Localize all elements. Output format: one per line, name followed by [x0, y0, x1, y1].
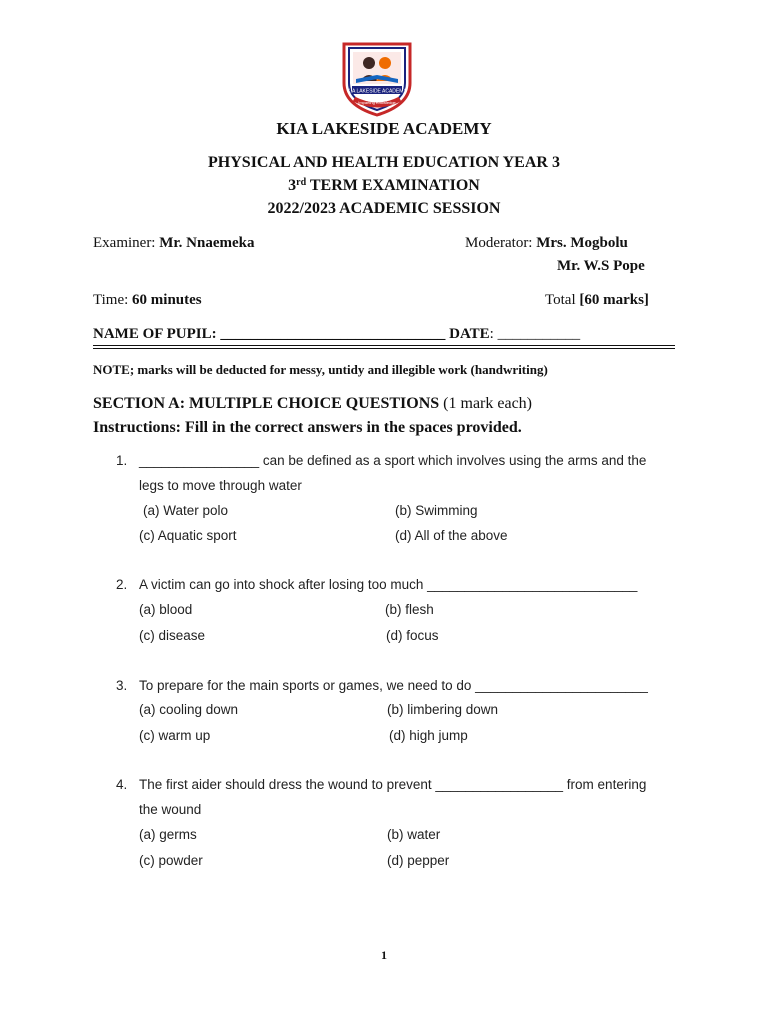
option-d: (d) All of the above — [395, 528, 508, 543]
question-text-cont: the wound — [139, 802, 202, 817]
option-b: (b) limbering down — [387, 702, 499, 717]
option-a: (a) blood — [139, 602, 193, 617]
question-number: 2. — [116, 577, 128, 592]
question-text: To prepare for the main sports or games, we need to do _______________________ — [139, 678, 648, 693]
option-d: (d) high jump — [389, 728, 468, 743]
academic-session: 2022/2023 ACADEMIC SESSION — [267, 200, 501, 217]
note-text: NOTE; marks will be deducted for messy, untidy and illegible work (handwriting) — [93, 362, 548, 377]
option-b: (b) water — [387, 827, 441, 842]
pupil-name-line: NAME OF PUPIL: ______________________________ DATE: ___________ — [93, 326, 581, 342]
divider-rule-double — [93, 348, 675, 349]
section-title: SECTION A: MULTIPLE CHOICE QUESTIONS (1 mark each) — [93, 395, 533, 412]
divider-rule — [93, 345, 675, 346]
instructions: Instructions: Fill in the correct answers in the spaces provided. — [93, 419, 522, 436]
option-b: (b) Swimming — [395, 503, 478, 518]
school-crest-logo — [340, 41, 414, 117]
option-a: (a) Water polo — [143, 503, 229, 518]
option-d: (d) pepper — [387, 853, 450, 868]
moderator-line: Moderator: Mrs. Mogbolu — [465, 235, 628, 251]
time-line: Time: 60 minutes — [93, 292, 202, 308]
option-c: (c) disease — [139, 628, 206, 643]
option-d: (d) focus — [386, 628, 439, 643]
examiner-line: Examiner: Mr. Nnaemeka — [93, 235, 255, 251]
option-a: (a) germs — [139, 827, 197, 842]
question-text: The first aider should dress the wound to prevent _________________ from entering — [139, 777, 647, 792]
option-c: (c) Aquatic sport — [139, 528, 237, 543]
page-number: 1 — [381, 948, 387, 962]
svg-text:KIA LAKESIDE ACADEMY: KIA LAKESIDE ACADEMY — [347, 88, 407, 95]
option-b: (b) flesh — [385, 602, 434, 617]
school-name: KIA LAKESIDE ACADEMY — [276, 119, 492, 138]
exam-subject: PHYSICAL AND HEALTH EDUCATION YEAR 3 — [208, 154, 560, 171]
question-text: A victim can go into shock after losing too much ____________________________ — [139, 577, 638, 592]
option-c: (c) warm up — [139, 728, 211, 743]
question-text: ________________ can be defined as a sport which involves using the arms and the — [139, 453, 647, 468]
exam-term: 3rd TERM EXAMINATION — [288, 177, 480, 194]
total-marks: Total [60 marks] — [545, 292, 649, 308]
question-number: 4. — [116, 777, 128, 792]
option-a: (a) cooling down — [139, 702, 239, 717]
moderator-second: Mr. W.S Pope — [557, 258, 645, 274]
option-c: (c) powder — [139, 853, 203, 868]
question-number: 3. — [116, 678, 128, 693]
svg-text:Imparting Knowledge: Imparting Knowledge — [358, 100, 396, 105]
question-number: 1. — [116, 453, 128, 468]
question-text-cont: legs to move through water — [139, 478, 302, 493]
